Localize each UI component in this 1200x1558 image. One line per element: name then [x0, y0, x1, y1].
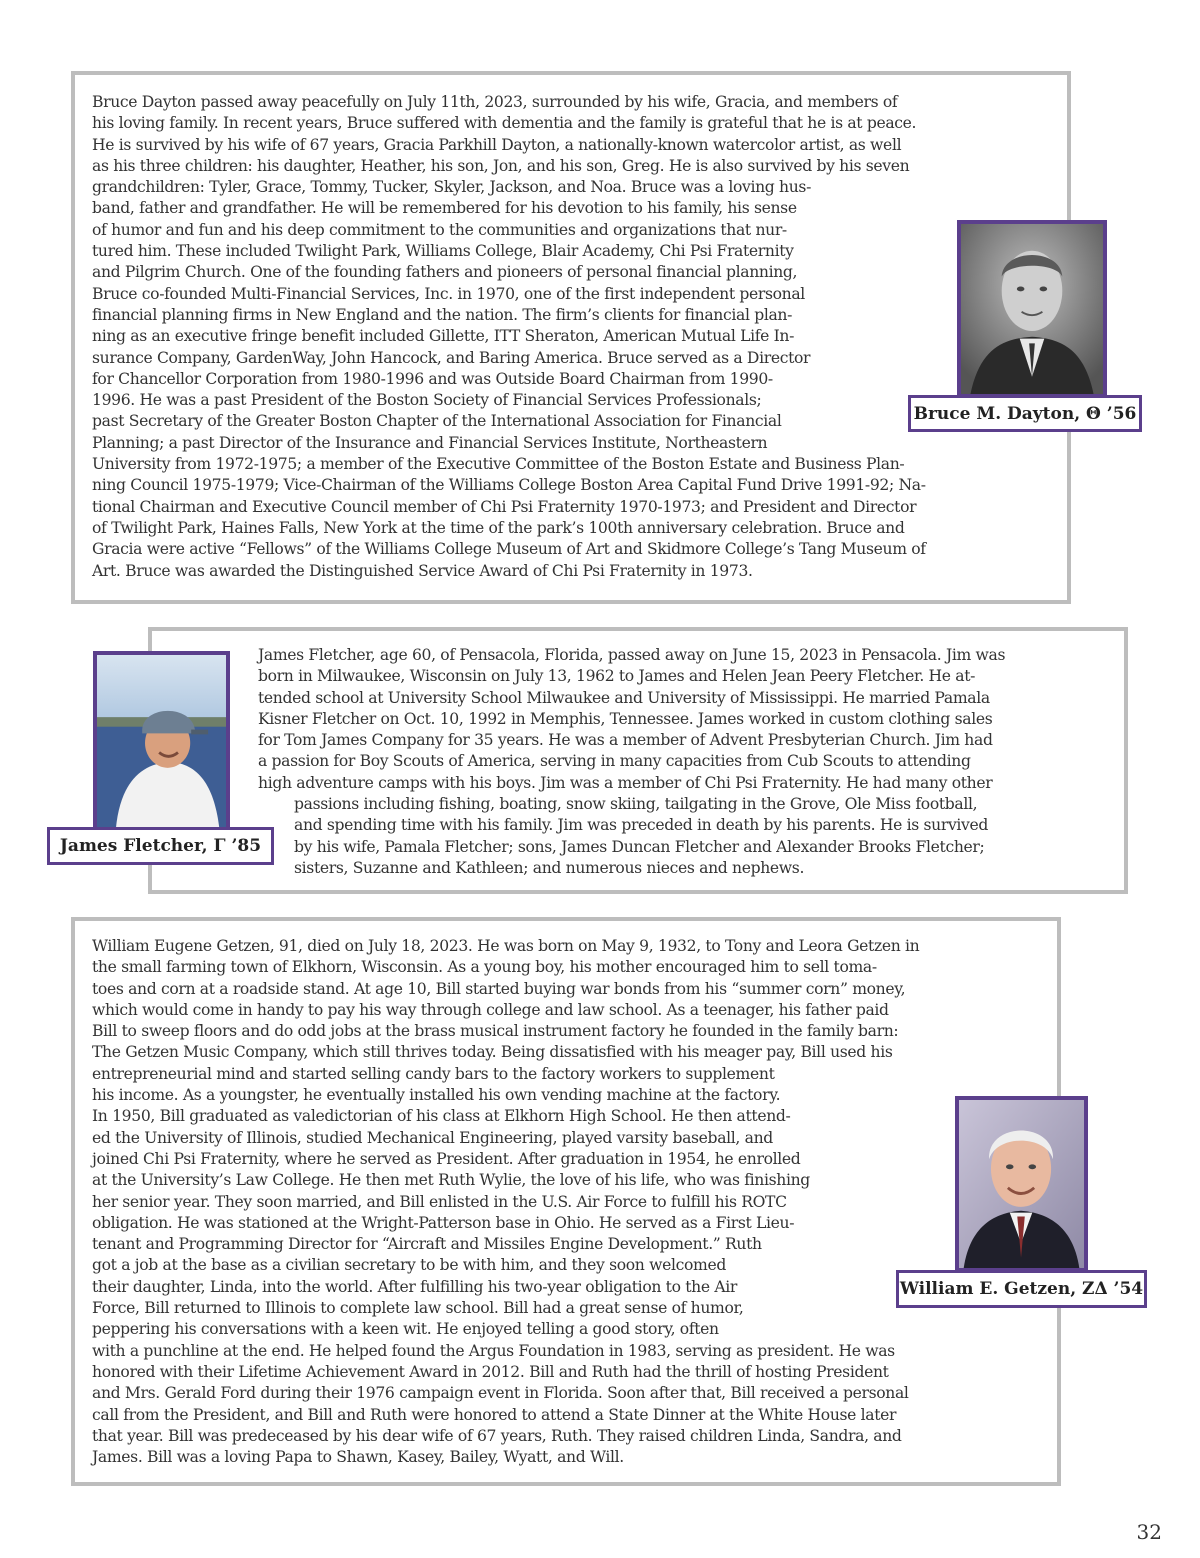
photo-james-fletcher: [93, 651, 230, 833]
photo-william-getzen: [955, 1096, 1088, 1272]
caption-james-fletcher: James Fletcher, Γ ’85: [47, 827, 274, 865]
page-number: 32: [1136, 1520, 1162, 1544]
caption-william-getzen: William E. Getzen, ZΔ ’54: [896, 1270, 1147, 1308]
caption-bruce-dayton: Bruce M. Dayton, Θ ’56: [908, 395, 1142, 432]
outdoor-image: [97, 655, 226, 829]
obituary-text-dayton: Bruce Dayton passed away peacefully on July 11th, 2023, surrounded by his wife, Gracia, and members of his loving family. In recent years, Bruce suffered with dementia and the family is grateful that he is at peace. He is survived by his wife of 67 years, Gracia Parkhill Dayton, a nationally-known watercolor artist, as well as his three children: his daughter, Heather, his son, Jon, and his son, Greg. He is also survived by his seven grandchildren: Tyler, Grace, Tommy, Tucker, Skyler, Jackson, and Noa. Bruce was a loving hus- band, father and grandfather. He will be remembered for his devotion to his family, his sense of humor and fun and his deep commitment to the communities and organizations that nur- tured him. These included Twilight Park, Williams College, Blair Academy, Chi Psi Fraternity and Pilgrim Church. One of the founding fathers and pioneers of personal financial planning, Bruce co-founded Multi-Financial Services, Inc. in 1970, one of the first independent personal financial planning firms in New England and the nation. The firm’s clients for financial plan- ning as an executive fringe benefit included Gillette, ITT Sheraton, American Mutual Life In- surance Company, GardenWay, John Hancock, and Baring America. Bruce served as a Director for Chancellor Corporation from 1980-1996 and was Outside Board Chairman from 1990- 1996. He was a past President of the Boston Society of Financial Services Professionals; past Secretary of the Greater Boston Chapter of the International Association for Financial Planning; a past Director of the Insurance and Financial Services Institute, Northeastern University from 1972-1975; a member of the Executive Committee of the Boston Estate and Business Plan- ning Council 1975-1979; Vice-Chairman of the Williams College Boston Area Capital Fund Drive 1991-92; Na- tional Chairman and Executive Council member of Chi Psi Fraternity 1970-1973; and President and Director of Twilight Park, Haines Falls, New York at the time of the park’s 100th anniversary celebration. Bruce and Gracia were active “Fellows” of the Williams College Museum of Art and Skidmore College’s Tang Museum of Art. Bruce was awarded the Distinguished Service Award of Chi Psi Fraternity in 1973.: [92, 93, 926, 580]
obituary-text-fletcher: James Fletcher, age 60, of Pensacola, Florida, passed away on June 15, 2023 in Pensacola. Jim was born in Milwaukee, Wisconsin on July 13, 1962 to James and Helen Jean Peery Fletcher. He at- tended school at University School Milwaukee and University of Mississippi. He married Pamala Kisner Fletcher on Oct. 10, 1992 in Memphis, Tennessee. James worked in custom clothing sales for Tom James Company for 35 years. He was a member of Advent Presbyterian Church. Jim had a passion for Boy Scouts of America, serving in many capacities from Cub Scouts to attending high adventure camps with his boys. Jim was a member of Chi Psi Fraternity. He had many other: [258, 646, 1006, 792]
obituary-text-fletcher-continued: passions including fishing, boating, snow skiing, tailgating in the Grove, Ole Miss football, and spending time with his family. Jim was preceded in death by his parents. He is survived by his wife, Pamala Fletcher; sons, James Duncan Fletcher and Alexander Brooks Fletcher; sisters, Suzanne and Kathleen; and numerous nieces and nephews.: [294, 795, 989, 877]
portrait-image: [961, 224, 1103, 394]
photo-bruce-dayton: [957, 220, 1107, 398]
obituary-text-getzen: William Eugene Getzen, 91, died on July 18, 2023. He was born on May 9, 1932, to Tony and Leora Getzen in the small farming town of Elkhorn, Wisconsin. As a young boy, his mother encouraged him to sell toma- toes and corn at a roadside stand. At age 10, Bill started buying war bonds from his “summer corn” money, which would come in handy to pay his way through college and law school. As a teenager, his father paid Bill to sweep floors and do odd jobs at the brass musical instrument factory he founded in the family barn: The Getzen Music Company, which still thrives today. Being dissatisfied with his meager pay, Bill used his entrepreneurial mind and started selling candy bars to the factory workers to supplement his income. As a youngster, he eventually installed his own vending machine at the factory. In 1950, Bill graduated as valedictorian of his class at Elkhorn High School. He then attend- ed the University of Illinois, studied Mechanical Engineering, played varsity baseball, and joined Chi Psi Fraternity, where he served as President. After graduation in 1954, he enrolled at the University’s Law College. He then met Ruth Wylie, the love of his life, who was finishing her senior year. They soon married, and Bill enlisted in the U.S. Air Force to fulfill his ROTC obligation. He was stationed at the Wright-Patterson base in Ohio. He served as a First Lieu- tenant and Programming Director for “Aircraft and Missiles Engine Development.” Ruth got a job at the base as a civilian secretary to be with him, and they soon welcomed their daughter, Linda, into the world. After fulfilling his two-year obligation to the Air Force, Bill returned to Illinois to complete law school. Bill had a great sense of humor, peppering his conversations with a keen wit. He enjoyed telling a good story, often with a punchline at the end. He helped found the Argus Foundation in 1983, serving as president. He was honored with their Lifetime Achievement Award in 2012. Bill and Ruth had the thrill of hosting President and Mrs. Gerald Ford during their 1976 campaign event in Florida. Soon after that, Bill received a personal call from the President, and Bill and Ruth were honored to attend a State Dinner at the White House later that year. Bill was predeceased by his dear wife of 67 years, Ruth. They raised children Linda, Sandra, and James. Bill was a loving Papa to Shawn, Kasey, Bailey, Wyatt, and Will.: [92, 937, 920, 1467]
portrait-image: [959, 1100, 1084, 1268]
